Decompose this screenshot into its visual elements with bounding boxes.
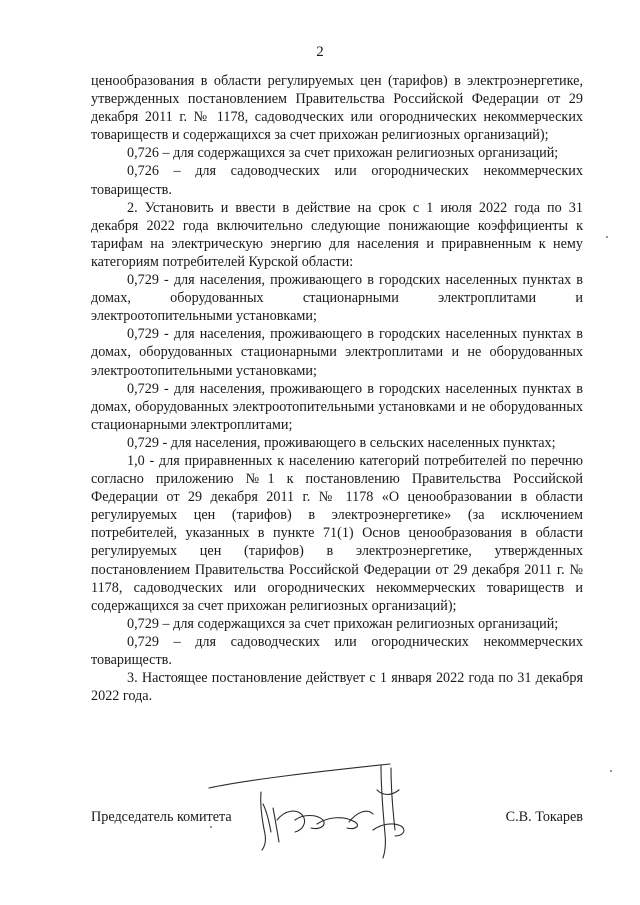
handwritten-signature [205,760,435,860]
paragraph-item-2: 2. Установить и ввести в действие на срок с 1 июля 2022 года по 31 декабря 2022 года включительно следующие понижающие коэффициенты к тарифам на электрическую энергию для населения и приравненным к нему категориям потребителей Курской области: [91,199,583,270]
document-body [91,72,583,705]
paragraph-coef-garden-2: 0,729 – для садоводческих или огороднических некоммерческих товариществ. [91,633,583,668]
paragraph-continuation: ценообразования в области регулируемых цен (тарифов) в электроэнергетике, утвержденных постановлением Правительства Российской Федерации от 29 декабря 2011 г. № 1178, садоводческих или огороднических некоммерческих товариществ и содержащихся за счет прихожан религиозных организаций); [91,73,583,144]
page-number: 2 [316,44,324,60]
scan-speck [210,826,212,828]
paragraph-coef-rural: 0,729 - для населения, проживающего в сельских населенных пунктах; [127,434,556,451]
scan-speck [606,236,608,238]
scan-speck [610,770,612,772]
signatory-title: Председатель комитета [91,809,232,825]
paragraph-item-3: 3. Настоящее постановление действует с 1 января 2022 года по 31 декабря 2022 года. [91,670,583,705]
paragraph-coef-religious-1: 0,726 – для содержащихся за счет прихожан религиозных организаций; [127,145,559,162]
paragraph-coef-urban-stoves-heating: 0,729 - для населения, проживающего в городских населенных пунктах в домах, оборудованных стационарными электроплитами и электроотопительными установками; [91,272,583,325]
paragraph-coef-garden-1: 0,726 – для садоводческих или огороднических некоммерческих товариществ. [91,163,583,198]
paragraph-coef-equivalent: 1,0 - для приравненных к населению категорий потребителей по перечню согласно приложению №1 к постановлению Правительства Российской Федерации от 29 декабря 2011 г. № 1178 «О ценообразовании в области регулируемых цен (тарифов) в электроэнергетике» (за исключением потребителей, указанных в пункте 71(1) Основ ценообразования в области регулируемых цен (тарифов) в электроэнергетике, утвержденных постановлением Правительства Российской Федерации от 29 декабря 2011 г. № 1178, садоводческих или огороднических некоммерческих товариществ и содержащихся за счет прихожан религиозных организаций); [91,452,583,614]
signatory-name: С.В. Токарев [505,809,583,825]
paragraph-coef-urban-stoves-only: 0,729 - для населения, проживающего в городских населенных пунктах в домах, оборудованных стационарными электроплитами и не оборудованных электроотопительными установками; [91,326,583,379]
paragraph-coef-religious-2: 0,729 – для содержащихся за счет прихожан религиозных организаций; [127,615,559,632]
paragraph-coef-urban-heating-only: 0,729 - для населения, проживающего в городских населенных пунктах в домах, оборудованных электроотопительными установками и не оборудованных стационарными электроплитами; [91,380,583,433]
